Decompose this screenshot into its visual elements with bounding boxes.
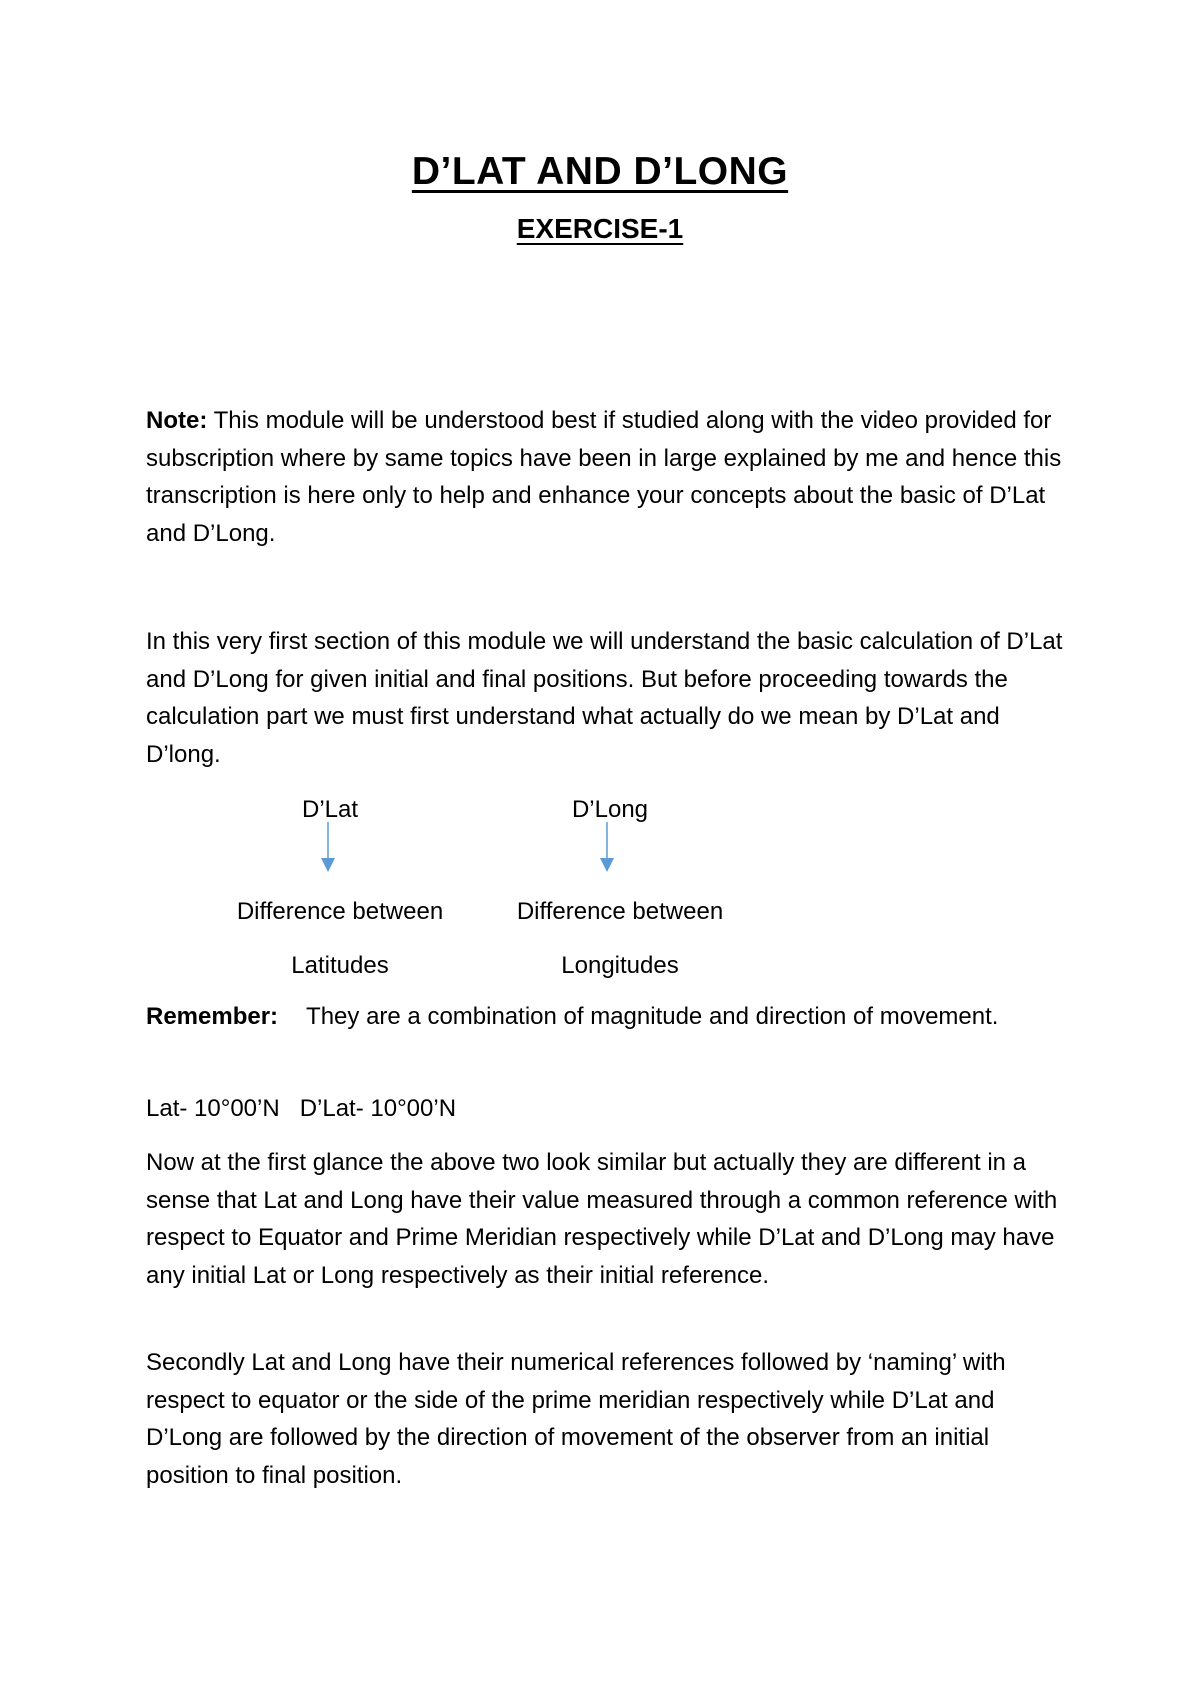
- example-dlat: D’Lat- 10°00’N: [299, 1095, 457, 1122]
- remember-text: They are a combination of magnitude and direction of movement.: [306, 1003, 999, 1030]
- example-lat: Lat- 10°00’N: [146, 1095, 280, 1122]
- remember-paragraph: [146, 998, 1066, 1036]
- dlong-arrow-head: [600, 858, 614, 872]
- dlong-term: D’Long: [571, 796, 649, 823]
- dlong-definition-line1: Difference between: [516, 898, 724, 925]
- dlat-definition-line1: Difference between: [236, 898, 444, 925]
- dlat-definition-line2: Latitudes: [291, 952, 389, 979]
- dlat-term: D’Lat: [301, 796, 359, 823]
- note-paragraph: [146, 402, 1066, 552]
- dlat-arrow-head: [321, 858, 335, 872]
- comparison-paragraph: Now at the first glance the above two look similar but actually they are different in a sense that Lat and Long have their value measured through a common reference with respect to Equator and Prime Meridian respectively while D’Lat and D’Long may have any initial Lat or Long respectively as their initial reference.: [146, 1149, 1058, 1289]
- exercise-heading: EXERCISE-1: [516, 213, 684, 244]
- note-label: Note:: [146, 407, 208, 434]
- remember-label: Remember:: [146, 1003, 279, 1030]
- example-line: [146, 1090, 1066, 1128]
- dlong-down-arrow-icon: [597, 822, 617, 872]
- intro-paragraph: In this very first section of this module we will understand the basic calculation of D’Lat and D’Long for given initial and final positions. But before proceeding towards the calculation part we must first understand what actually do we mean by D’Lat and D’long.: [146, 628, 1063, 768]
- note-text: This module will be understood best if studied along with the video provided for subscription where by same topics have been in large explained by me and hence this transcription is here only to help and enhance your concepts about the basic of D’Lat and D’Long.: [146, 407, 1062, 547]
- page-title: D’LAT AND D’LONG: [411, 150, 789, 193]
- naming-paragraph: Secondly Lat and Long have their numerical references followed by ‘naming’ with respect to equator or the side of the prime meridian respectively while D’Lat and D’Long are followed by the direction of movement of the observer from an initial position to final position.: [146, 1349, 1006, 1489]
- dlat-down-arrow-icon: [318, 822, 338, 872]
- dlong-definition-line2: Longitudes: [561, 952, 679, 979]
